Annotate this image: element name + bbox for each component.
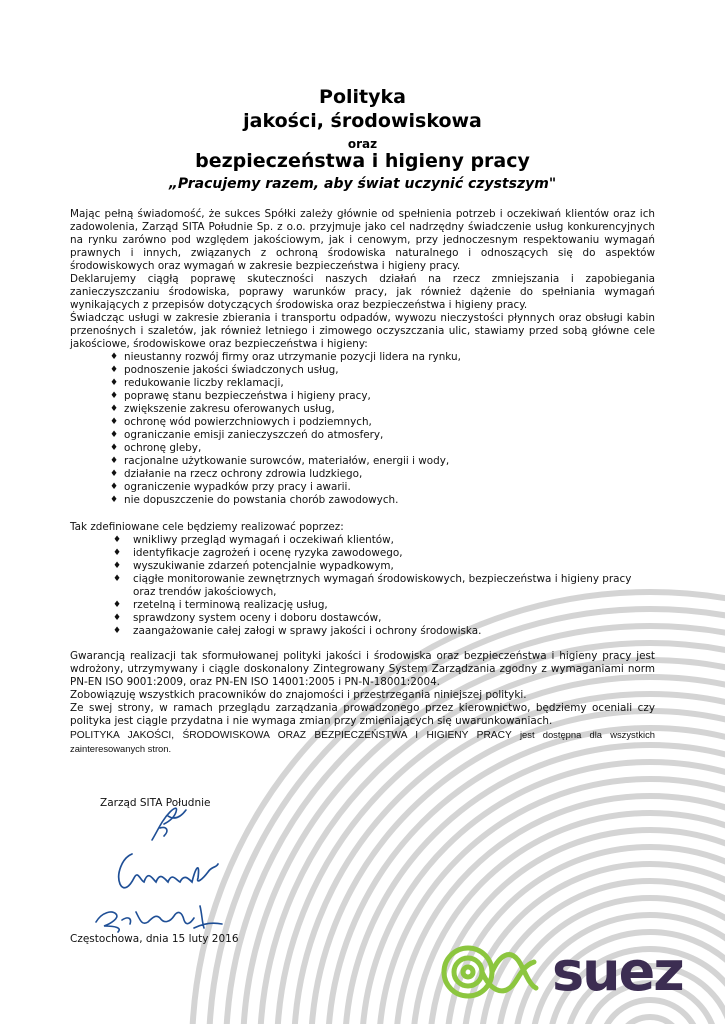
goal-item <box>110 481 655 494</box>
signature-2 <box>90 898 230 936</box>
means-item <box>113 534 655 547</box>
title-line-4: bezpieczeństwa i higieny pracy <box>195 150 530 172</box>
motto: „Pracujemy razem, aby świat uczynić czystszym" <box>168 176 557 192</box>
paragraph-availability <box>70 728 655 756</box>
bullet-diamond-icon: ♦ <box>110 365 119 375</box>
means-item-text: sprawdzony system oceny i doboru dostawców, <box>133 612 382 624</box>
means-item <box>113 560 655 573</box>
goal-item-text: ograniczenie wypadków przy pracy i awarii. <box>124 481 351 493</box>
paragraph-guarantee: Gwarancją realizacji tak sformułowanej polityki jakości i środowiska oraz bezpieczeństwa i higieny pracy jest wdrożony, utrzymywany i ciągle doskonalony Zintegrowany System Zarządzania zgodny z wymaganiami norm PN-EN ISO 9001:2009, oraz PN-EN ISO 14001:2005 i PN-N-18001:2004. <box>70 650 655 688</box>
bullet-diamond-icon: ♦ <box>110 495 119 505</box>
means-item <box>113 612 655 625</box>
goal-item-text: racjonalne użytkowanie surowców, materiałów, energii i wody, <box>124 455 450 467</box>
paragraph-obligation: Zobowiązuję wszystkich pracowników do znajomości i przestrzegania niniejszej polityki. <box>70 689 527 701</box>
goal-item-text: ograniczanie emisji zanieczyszczeń do atmosfery, <box>124 429 384 441</box>
paragraph-review: Ze swej strony, w ramach przeglądu zarządzania prowadzonego przez kierownictwo, będziemy oceniali czy polityka jest ciągle przydatna i nie wymaga zmian przy zmieniających się uwarunkowaniach. <box>70 702 655 727</box>
means-item-text: ciągłe monitorowanie zewnętrznych wymagań środowiskowych, bezpieczeństwa i higieny pracy oraz trendów jakościowych, <box>133 573 632 598</box>
means-item <box>113 599 655 612</box>
goal-item-text: działanie na rzecz ochrony zdrowia ludzkiego, <box>124 468 363 480</box>
goal-item <box>110 403 655 416</box>
document-body <box>70 208 655 756</box>
goal-item <box>110 468 655 481</box>
bullet-diamond-icon: ♦ <box>113 561 122 571</box>
means-item <box>113 625 655 638</box>
means-item-text: identyfikacje zagrożeń i ocenę ryzyka zawodowego, <box>133 547 403 559</box>
means-item <box>113 547 655 560</box>
place-date: Częstochowa, dnia 15 luty 2016 <box>70 933 239 945</box>
means-list <box>70 534 655 638</box>
bullet-diamond-icon: ♦ <box>110 352 119 362</box>
paragraph-declaration: Deklarujemy ciągłą poprawę skuteczności naszych działań na rzecz zmniejszania i zapobiegania zanieczyszczaniu środowiska, poprawy warunków pracy, jak również dążenie do spełniania wymagań wynikających z przepisów dotyczących środowiska oraz bezpieczeństwa i higieny pracy. <box>70 273 655 311</box>
bullet-diamond-icon: ♦ <box>110 430 119 440</box>
title-line-2: jakości, środowiskowa <box>243 110 482 132</box>
signature-1 <box>112 848 222 894</box>
goal-item-text: nie dopuszczenie do powstania chorób zawodowych. <box>124 494 399 506</box>
bullet-diamond-icon: ♦ <box>110 443 119 453</box>
signature-initial <box>140 802 200 842</box>
paragraph-intro: Mając pełną świadomość, że sukces Spółki zależy głównie od spełnienia potrzeb i oczekiwań klientów oraz ich zadowolenia, Zarząd SITA Południe Sp. z o.o. przyjmuje jako cel nadrzędny świadczenie usług konkurencyjnych na rynku zarówno pod względem jakościowym, jak i cenowym, przy jednoczesnym respektowaniu wymagań prawnych i innych, związanych z ochroną środowiska naturalnego i odnoszących się do aspektów środowiskowych oraz wymagań w zakresie bezpieczeństwa i higieny pracy. <box>70 208 655 272</box>
suez-logo <box>438 940 683 1004</box>
means-item-text: wnikliwy przegląd wymagań i oczekiwań klientów, <box>133 534 394 546</box>
goals-list <box>70 351 655 507</box>
bullet-diamond-icon: ♦ <box>110 391 119 401</box>
bullet-diamond-icon: ♦ <box>110 482 119 492</box>
bullet-diamond-icon: ♦ <box>110 456 119 466</box>
goal-item <box>110 390 655 403</box>
goal-item <box>110 377 655 390</box>
goal-item <box>110 364 655 377</box>
means-item-text: wyszukiwanie zdarzeń potencjalnie wypadkowym, <box>133 560 394 572</box>
bullet-diamond-icon: ♦ <box>110 469 119 479</box>
goal-item <box>110 351 655 364</box>
board-label: Zarząd SITA Południe <box>100 797 211 809</box>
goal-item-text: ochronę wód powierzchniowych i podziemnych, <box>124 416 372 428</box>
means-item-text: zaangażowanie całej załogi w sprawy jakości i ochrony środowiska. <box>133 625 482 637</box>
goal-item-text: podnoszenie jakości świadczonych usług, <box>124 364 339 376</box>
goal-item <box>110 455 655 468</box>
title-line-3: oraz <box>347 137 378 151</box>
means-item <box>113 573 655 599</box>
paragraph-services: Świadcząc usługi w zakresie zbierania i transportu odpadów, wywozu nieczystości płynnych oraz obsługi kabin przenośnych i szaletów, jak również letniego i zimowego oczyszczania ulic, stawiamy przed sobą główne cele jakościowe, środowiskowe oraz bezpieczeństwa i higieny: <box>70 312 655 350</box>
goal-item-text: ochronę gleby, <box>124 442 202 454</box>
availability-rest: jest dostępna dla wszystkich zainteresowanych stron. <box>70 729 655 754</box>
paragraph-means-intro: Tak zdefiniowane cele będziemy realizować poprzez: <box>70 521 344 533</box>
goal-item <box>110 429 655 442</box>
bullet-diamond-icon: ♦ <box>110 417 119 427</box>
title-line-1: Polityka <box>319 86 406 108</box>
goal-item <box>110 442 655 455</box>
goal-item-text: redukowanie liczby reklamacji, <box>124 377 284 389</box>
goal-item <box>110 494 655 507</box>
goal-item-text: poprawę stanu bezpieczeństwa i higieny pracy, <box>124 390 371 402</box>
suez-logo-text: suez <box>552 940 683 1003</box>
bullet-diamond-icon: ♦ <box>113 535 122 545</box>
bullet-diamond-icon: ♦ <box>113 626 122 636</box>
bullet-diamond-icon: ♦ <box>113 613 122 623</box>
goal-item-text: nieustanny rozwój firmy oraz utrzymanie pozycji lidera na rynku, <box>124 351 461 363</box>
availability-caps: POLITYKA JAKOŚCI, ŚRODOWISKOWA ORAZ BEZPIECZEŃSTWA I HIGIENY PRACY <box>70 730 512 741</box>
bullet-diamond-icon: ♦ <box>110 378 119 388</box>
bullet-diamond-icon: ♦ <box>113 600 122 610</box>
goal-item <box>110 416 655 429</box>
goal-item-text: zwiększenie zakresu oferowanych usług, <box>124 403 335 415</box>
bullet-diamond-icon: ♦ <box>113 548 122 558</box>
bullet-diamond-icon: ♦ <box>110 404 119 414</box>
means-item-text: rzetelną i terminową realizację usług, <box>133 599 328 611</box>
bullet-diamond-icon: ♦ <box>113 574 122 584</box>
suez-spiral-logo-icon <box>438 940 548 1004</box>
